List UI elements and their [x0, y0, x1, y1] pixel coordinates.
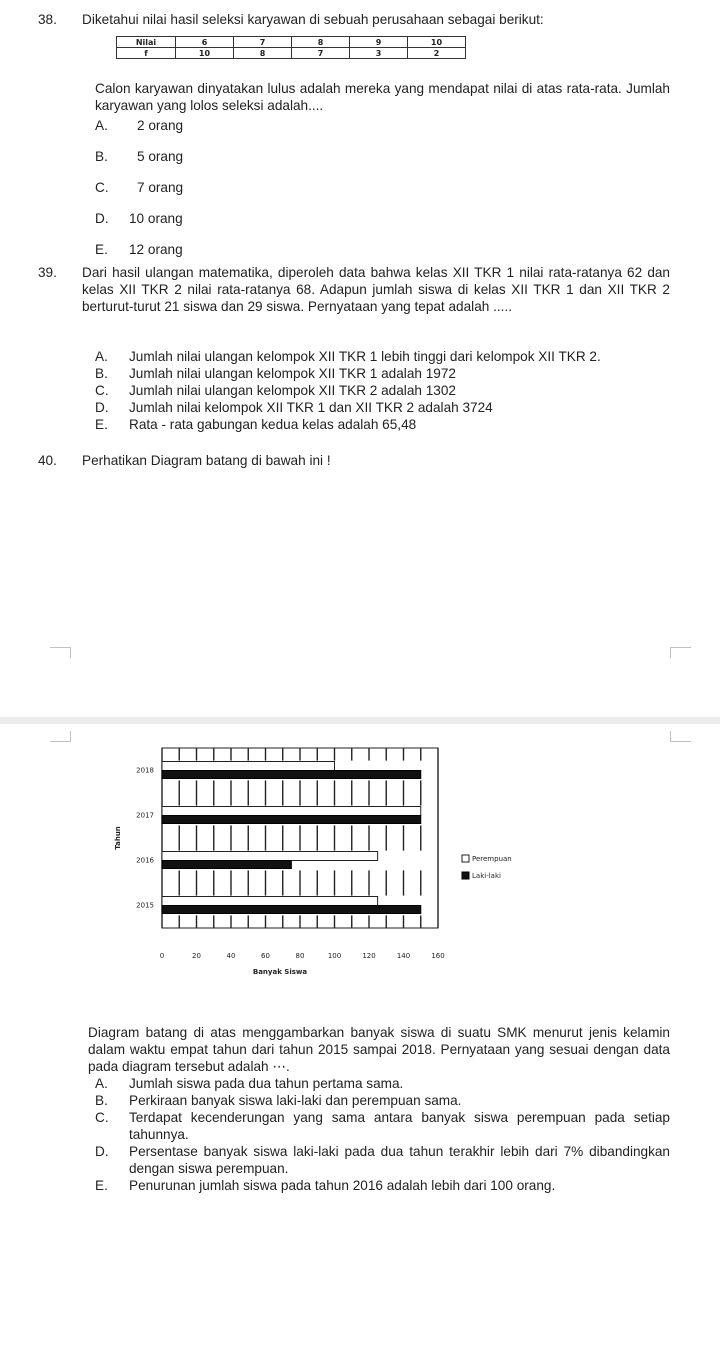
option-letter: B. — [95, 1093, 108, 1108]
option-text: Jumlah nilai ulangan kelompok XII TKR 1 adalah 1972 — [129, 366, 456, 381]
x-axis-label: Banyak Siswa — [252, 968, 308, 976]
option-b[interactable] — [82, 148, 670, 179]
table-row — [117, 37, 466, 48]
table-cell: 8 — [234, 48, 292, 59]
question-body: Diagram batang di atas menggambarkan banyak siswa di suatu SMK menurut jenis kelamin dalam waktu empat tahun dari tahun 2015 sampai 2018. Pernyataan yang sesuai dengan data pada diagram tersebut adalah ⋯. — [88, 1025, 670, 1074]
question-39 — [38, 264, 670, 315]
table-cell: 6 — [176, 37, 234, 48]
table-cell: Nilai — [117, 37, 176, 48]
y-axis-label: Tahun — [114, 826, 122, 850]
option-b[interactable] — [82, 365, 682, 382]
bar-perempuan-2017 — [162, 807, 421, 816]
option-letter: E. — [95, 1178, 108, 1193]
option-text: Jumlah nilai kelompok XII TKR 1 dan XII TKR 2 adalah 3724 — [129, 400, 493, 415]
question-body: Calon karyawan dinyatakan lulus adalah mereka yang mendapat nilai di atas rata-rata. Jumlah karyawan yang lolos seleksi adalah.... — [95, 81, 670, 113]
option-a[interactable] — [82, 1075, 670, 1092]
legend-label-perempuan: Perempuan — [472, 855, 512, 863]
option-e[interactable] — [82, 1177, 670, 1194]
option-letter: B. — [95, 149, 108, 164]
question-38 — [38, 11, 670, 28]
tick-label-year: 2015 — [136, 901, 154, 910]
score-table — [116, 36, 466, 59]
table-cell: 9 — [350, 37, 408, 48]
table-cell: 10 — [408, 37, 466, 48]
option-letter: A. — [95, 118, 108, 133]
option-letter: B. — [95, 366, 108, 381]
bar-perempuan-2015 — [162, 897, 378, 906]
question-prompt: Diketahui nilai hasil seleksi karyawan di sebuah perusahaan sebagai berikut: — [82, 12, 544, 27]
option-letter: D. — [95, 211, 109, 226]
table-cell: 8 — [292, 37, 350, 48]
option-text: Persentase banyak siswa laki-laki pada dua tahun terakhir lebih dari 7% dibandingkan dengan siswa perempuan. — [129, 1144, 670, 1176]
option-text: Rata - rata gabungan kedua kelas adalah 65,48 — [129, 417, 417, 432]
option-text: Jumlah siswa pada dua tahun pertama sama. — [129, 1076, 404, 1091]
option-text: 12 orang — [129, 242, 183, 257]
crop-mark — [50, 731, 71, 742]
table-cell: 10 — [176, 48, 234, 59]
tick-label-year: 2016 — [136, 856, 154, 865]
option-letter: A. — [95, 349, 108, 364]
crop-mark — [670, 731, 691, 742]
tick-label-x: 120 — [362, 952, 376, 960]
option-text: 5 orang — [137, 149, 184, 164]
question-number: 40. — [38, 453, 57, 468]
tick-label-year: 2018 — [136, 766, 154, 775]
tick-label-x: 100 — [327, 952, 342, 960]
tick-label-x: 0 — [159, 952, 165, 960]
question-prompt: Dari hasil ulangan matematika, diperoleh data bahwa kelas XII TKR 1 nilai rata-ratanya 62 dan kelas XII TKR 2 nilai rata-ratanya 68. Adapun jumlah siswa di kelas XII TKR 1 dan XII TKR 2 berturut-turut 21 siswa dan 29 siswa. Pernyataan yang tepat adalah ..... — [82, 265, 670, 314]
tick-label-x: 20 — [192, 952, 201, 960]
question-40 — [38, 452, 670, 469]
tick-label-x: 160 — [431, 952, 445, 960]
option-text: Jumlah nilai ulangan kelompok XII TKR 1 lebih tinggi dari kelompok XII TKR 2. — [129, 349, 601, 364]
option-text: Jumlah nilai ulangan kelompok XII TKR 2 adalah 1302 — [129, 383, 456, 398]
crop-mark — [670, 647, 691, 658]
option-d[interactable] — [82, 210, 670, 241]
question-number: 39. — [38, 265, 57, 280]
question-40-options — [82, 1075, 670, 1194]
bar-laki-laki-2017 — [162, 816, 421, 824]
legend-label-laki-laki: Laki-laki — [472, 872, 501, 880]
option-text: 7 orang — [137, 180, 184, 195]
bar-chart — [100, 738, 530, 978]
question-40-description — [88, 1024, 670, 1075]
option-letter: C. — [95, 1110, 109, 1125]
option-e[interactable] — [82, 416, 682, 433]
option-text: 10 orang — [129, 211, 183, 226]
option-letter: E. — [95, 242, 108, 257]
crop-mark — [50, 647, 71, 658]
option-b[interactable] — [82, 1092, 670, 1109]
tick-label-x: 140 — [396, 952, 411, 960]
bar-laki-laki-2018 — [162, 771, 421, 779]
bar-perempuan-2018 — [162, 762, 335, 771]
question-38-body — [95, 80, 670, 114]
tick-label-year: 2017 — [136, 811, 154, 820]
question-prompt: Perhatikan Diagram batang di bawah ini ! — [82, 453, 331, 468]
tick-label-x: 60 — [261, 952, 270, 960]
option-letter: D. — [95, 400, 109, 415]
option-letter: C. — [95, 180, 109, 195]
option-letter: C. — [95, 383, 109, 398]
legend-swatch-perempuan — [462, 855, 469, 862]
table-cell: 2 — [408, 48, 466, 59]
table-cell: 7 — [234, 37, 292, 48]
option-text: Penurunan jumlah siswa pada tahun 2016 adalah lebih dari 100 orang. — [129, 1178, 556, 1193]
legend-swatch-laki-laki — [462, 872, 469, 879]
tick-label-x: 80 — [295, 952, 305, 960]
table-row — [117, 48, 466, 59]
option-letter: D. — [95, 1144, 109, 1159]
table-cell: 3 — [350, 48, 408, 59]
option-text: Terdapat kecenderungan yang sama antara banyak siswa perempuan pada setiap tahunnya. — [129, 1110, 670, 1142]
bar-perempuan-2016 — [162, 852, 378, 861]
question-38-options — [82, 117, 670, 272]
option-text: 2 orang — [137, 118, 184, 133]
option-c[interactable] — [82, 1109, 670, 1143]
option-a[interactable] — [82, 348, 682, 365]
tick-label-x: 40 — [226, 952, 236, 960]
option-c[interactable] — [82, 179, 670, 210]
option-d[interactable] — [82, 1143, 670, 1177]
option-letter: E. — [95, 417, 108, 432]
bar-laki-laki-2015 — [162, 906, 421, 914]
option-text: Perkiraan banyak siswa laki-laki dan perempuan sama. — [129, 1093, 462, 1108]
option-c[interactable] — [82, 382, 682, 399]
question-number: 38. — [38, 12, 57, 27]
question-39-options — [82, 348, 682, 433]
table-cell: 7 — [292, 48, 350, 59]
option-d[interactable] — [82, 399, 682, 416]
page-break — [0, 717, 720, 724]
option-a[interactable] — [82, 117, 670, 148]
option-letter: A. — [95, 1076, 108, 1091]
bar-laki-laki-2016 — [162, 861, 291, 869]
table-cell: f — [117, 48, 176, 59]
